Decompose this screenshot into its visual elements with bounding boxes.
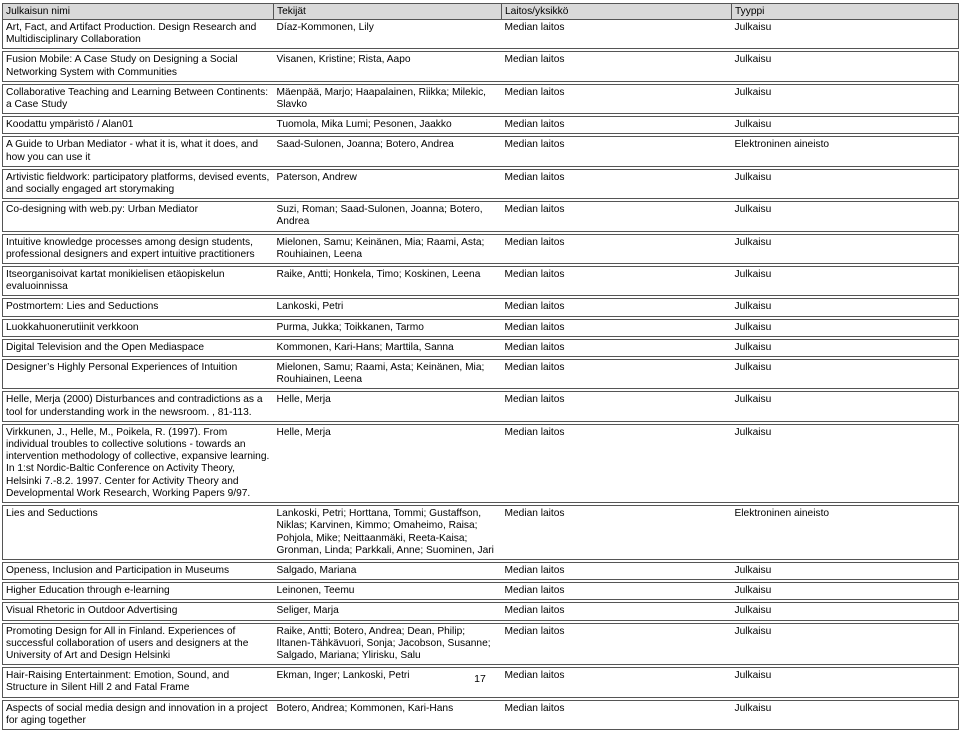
table-header-row	[3, 4, 959, 20]
cell-unit: Median laitos	[502, 137, 732, 166]
cell-authors: Purma, Jukka; Toikkanen, Tarmo	[274, 319, 502, 336]
cell-type: Julkaisu	[732, 84, 959, 113]
cell-unit: Median laitos	[502, 623, 732, 665]
cell-type: Julkaisu	[732, 169, 959, 198]
cell-title: Hair-Raising Entertainment: Emotion, Sound, and Structure in Silent Hill 2 and Fatal Frame	[3, 668, 274, 697]
table-row	[3, 117, 959, 134]
cell-authors: Mielonen, Samu; Raami, Asta; Keinänen, Mia; Rouhiainen, Leena	[274, 360, 502, 389]
column-header-type: Tyyppi	[732, 4, 959, 20]
cell-title: Artivistic fieldwork: participatory platforms, devised events, and socially engaged art storymaking	[3, 169, 274, 198]
cell-unit: Median laitos	[502, 169, 732, 198]
table-row	[3, 84, 959, 113]
cell-unit: Median laitos	[502, 299, 732, 316]
cell-unit: Median laitos	[502, 319, 732, 336]
cell-unit: Median laitos	[502, 583, 732, 600]
cell-title: Art, Fact, and Artifact Production. Design Research and Multidisciplinary Collaboration	[3, 20, 274, 49]
table-row	[3, 506, 959, 560]
cell-unit: Median laitos	[502, 668, 732, 697]
cell-unit: Median laitos	[502, 234, 732, 263]
cell-unit: Median laitos	[502, 52, 732, 81]
cell-authors: Saad-Sulonen, Joanna; Botero, Andrea	[274, 137, 502, 166]
cell-type: Julkaisu	[732, 339, 959, 356]
cell-authors: Mielonen, Samu; Keinänen, Mia; Raami, Asta; Rouhiainen, Leena	[274, 234, 502, 263]
cell-title: Co-designing with web.py: Urban Mediator	[3, 202, 274, 231]
table-row	[3, 360, 959, 389]
column-header-unit: Laitos/yksikkö	[502, 4, 732, 20]
cell-unit: Median laitos	[502, 603, 732, 620]
cell-title: Virkkunen, J., Helle, M., Poikela, R. (1997). From individual troubles to collective solutions - towards an intervention methodology of collective, expansive learning. In 1:st Nordic-Baltic Conference on Activity Theory, Helsinki 7.-8.2. 1997. Center for Activity Theory and Developmental Work Research, Working Papers 9/97.	[3, 424, 274, 502]
cell-authors: Leinonen, Teemu	[274, 583, 502, 600]
cell-unit: Median laitos	[502, 392, 732, 421]
cell-title: Koodattu ympäristö / Alan01	[3, 117, 274, 134]
cell-title: Itseorganisoivat kartat monikielisen etäopiskelun evaluoinnissa	[3, 267, 274, 296]
cell-type: Julkaisu	[732, 424, 959, 502]
cell-unit: Median laitos	[502, 562, 732, 579]
cell-type: Julkaisu	[732, 668, 959, 697]
cell-type: Julkaisu	[732, 360, 959, 389]
cell-unit: Median laitos	[502, 506, 732, 560]
cell-authors: Kommonen, Kari-Hans; Marttila, Sanna	[274, 339, 502, 356]
cell-type: Julkaisu	[732, 392, 959, 421]
cell-type: Julkaisu	[732, 623, 959, 665]
cell-title: Lies and Seductions	[3, 506, 274, 560]
cell-authors: Paterson, Andrew	[274, 169, 502, 198]
cell-authors: Seliger, Marja	[274, 603, 502, 620]
cell-title: Collaborative Teaching and Learning Between Continents: a Case Study	[3, 84, 274, 113]
cell-title: A Guide to Urban Mediator - what it is, what it does, and how you can use it	[3, 137, 274, 166]
cell-title: Visual Rhetoric in Outdoor Advertising	[3, 603, 274, 620]
cell-unit: Median laitos	[502, 84, 732, 113]
cell-authors: Botero, Andrea; Kommonen, Kari-Hans	[274, 700, 502, 729]
table-row	[3, 202, 959, 231]
cell-authors: Ekman, Inger; Lankoski, Petri	[274, 668, 502, 697]
page-number: 17	[474, 673, 486, 685]
cell-type: Julkaisu	[732, 117, 959, 134]
table-row	[3, 52, 959, 81]
cell-type: Julkaisu	[732, 267, 959, 296]
table-row	[3, 339, 959, 356]
table-row	[3, 234, 959, 263]
cell-title: Openess, Inclusion and Participation in Museums	[3, 562, 274, 579]
cell-title: Intuitive knowledge processes among design students, professional designers and expert intuitive practitioners	[3, 234, 274, 263]
cell-type: Julkaisu	[732, 562, 959, 579]
column-header-title: Julkaisun nimi	[3, 4, 274, 20]
cell-type: Julkaisu	[732, 299, 959, 316]
table-row	[3, 319, 959, 336]
cell-title: Helle, Merja (2000) Disturbances and contradictions as a tool for understanding work in the newsroom. , 81-113.	[3, 392, 274, 421]
cell-authors: Salgado, Mariana	[274, 562, 502, 579]
cell-authors: Visanen, Kristine; Rista, Aapo	[274, 52, 502, 81]
table-row	[3, 562, 959, 579]
cell-authors: Mäenpää, Marjo; Haapalainen, Riikka; Milekic, Slavko	[274, 84, 502, 113]
table-row	[3, 20, 959, 49]
cell-unit: Median laitos	[502, 20, 732, 49]
cell-authors: Raike, Antti; Botero, Andrea; Dean, Philip; Iltanen-Tähkävuori, Sonja; Jacobson, Susanne; Salgado, Mariana; Ylirisku, Salu	[274, 623, 502, 665]
cell-authors: Tuomola, Mika Lumi; Pesonen, Jaakko	[274, 117, 502, 134]
table-row	[3, 392, 959, 421]
table-row	[3, 267, 959, 296]
cell-authors: Raike, Antti; Honkela, Timo; Koskinen, Leena	[274, 267, 502, 296]
cell-title: Postmortem: Lies and Seductions	[3, 299, 274, 316]
cell-unit: Median laitos	[502, 424, 732, 502]
table-row	[3, 424, 959, 502]
cell-title: Aspects of social media design and innovation in a project for aging together	[3, 700, 274, 729]
cell-unit: Median laitos	[502, 267, 732, 296]
table-row	[3, 299, 959, 316]
cell-type: Julkaisu	[732, 603, 959, 620]
cell-type: Julkaisu	[732, 202, 959, 231]
cell-type: Julkaisu	[732, 319, 959, 336]
cell-title: Digital Television and the Open Mediaspace	[3, 339, 274, 356]
cell-authors: Helle, Merja	[274, 392, 502, 421]
cell-authors: Díaz-Kommonen, Lily	[274, 20, 502, 49]
cell-title: Designer’s Highly Personal Experiences of Intuition	[3, 360, 274, 389]
cell-authors: Suzi, Roman; Saad-Sulonen, Joanna; Botero, Andrea	[274, 202, 502, 231]
cell-authors: Lankoski, Petri	[274, 299, 502, 316]
cell-type: Elektroninen aineisto	[732, 506, 959, 560]
cell-unit: Median laitos	[502, 339, 732, 356]
table-row	[3, 603, 959, 620]
table-row	[3, 169, 959, 198]
cell-unit: Median laitos	[502, 117, 732, 134]
cell-type: Elektroninen aineisto	[732, 137, 959, 166]
cell-title: Promoting Design for All in Finland. Experiences of successful collaboration of users and designers at the University of Art and Design Helsinki	[3, 623, 274, 665]
cell-unit: Median laitos	[502, 700, 732, 729]
table-row	[3, 623, 959, 665]
cell-type: Julkaisu	[732, 20, 959, 49]
cell-title: Luokkahuonerutiinit verkkoon	[3, 319, 274, 336]
cell-title: Higher Education through e-learning	[3, 583, 274, 600]
cell-type: Julkaisu	[732, 52, 959, 81]
table-row	[3, 583, 959, 600]
cell-unit: Median laitos	[502, 360, 732, 389]
table-body	[3, 20, 959, 730]
cell-type: Julkaisu	[732, 700, 959, 729]
table-row	[3, 137, 959, 166]
cell-authors: Lankoski, Petri; Horttana, Tommi; Gustaffson, Niklas; Karvinen, Kimmo; Omaheimo, Raisa; Pohjola, Mike; Neittaanmäki, Reeta-Kaisa; Gronman, Linda; Parkkali, Anne; Suominen, Jari	[274, 506, 502, 560]
table-row	[3, 700, 959, 729]
publications-table	[2, 3, 959, 730]
cell-authors: Helle, Merja	[274, 424, 502, 502]
cell-type: Julkaisu	[732, 234, 959, 263]
cell-unit: Median laitos	[502, 202, 732, 231]
cell-title: Fusion Mobile: A Case Study on Designing a Social Networking System with Communities	[3, 52, 274, 81]
column-header-authors: Tekijät	[274, 4, 502, 20]
cell-type: Julkaisu	[732, 583, 959, 600]
